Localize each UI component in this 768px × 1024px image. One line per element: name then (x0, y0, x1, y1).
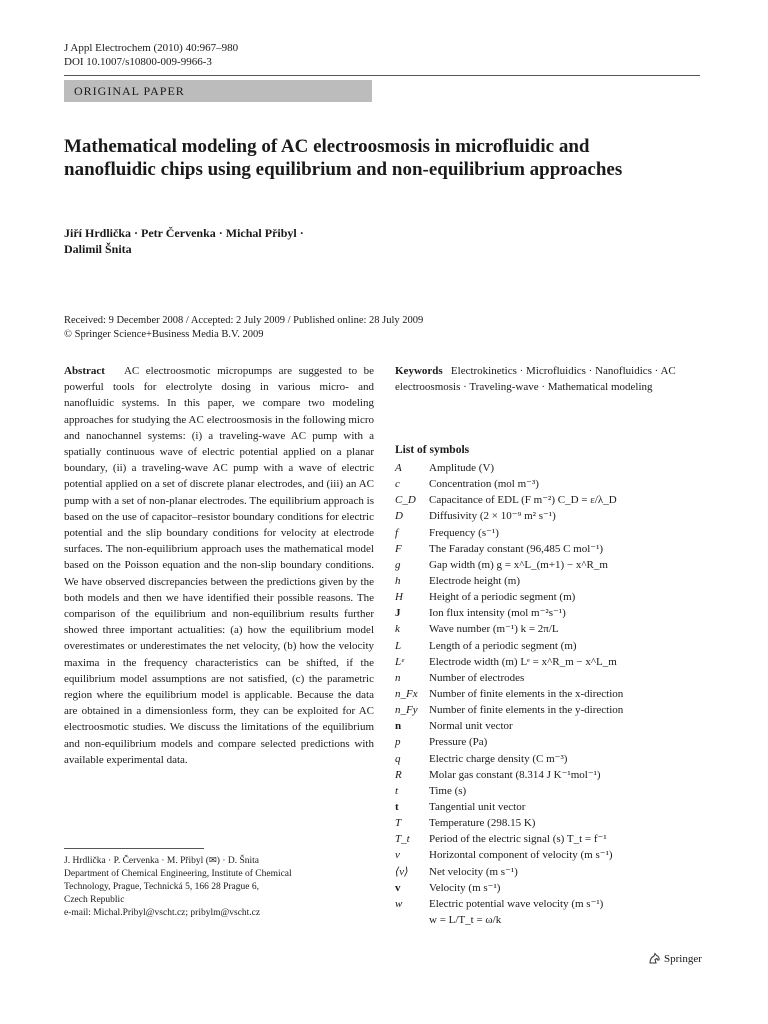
symbol-row (395, 557, 715, 573)
symbol-description: Concentration (mol m⁻³) (429, 478, 539, 491)
paper-title: Mathematical modeling of AC electroosmosis in microfluidic and nanofluidic chips using equilibrium and non-equilibrium approaches (64, 136, 623, 180)
symbol-description: Molar gas constant (8.314 J K⁻¹mol⁻¹) (429, 768, 601, 781)
symbol-row (395, 734, 715, 750)
symbol-name: n (395, 671, 401, 684)
symbol-name: h (395, 574, 401, 587)
symbol-description: Tangential unit vector (429, 800, 526, 813)
symbol-row (395, 751, 715, 767)
copyright-line: © Springer Science+Business Media B.V. 2009 (64, 329, 264, 340)
symbol-row (395, 541, 715, 557)
symbol-description: Ion flux intensity (mol m⁻²s⁻¹) (429, 607, 566, 620)
symbol-name: T (395, 817, 402, 830)
symbol-name: A (395, 462, 402, 474)
symbol-row (395, 638, 715, 654)
symbol-row (395, 718, 715, 734)
symbol-row (395, 767, 715, 783)
symbol-row (395, 831, 715, 847)
symbol-name: L (395, 639, 402, 652)
symbol-name: c (395, 478, 400, 491)
symbol-description: Period of the electric signal (s) T_t = f⁻¹ (429, 833, 607, 846)
symbol-name: p (395, 736, 401, 749)
keywords (395, 363, 705, 395)
symbol-row (395, 912, 715, 928)
journal-line: J Appl Electrochem (2010) 40:967–980 (64, 42, 239, 54)
symbol-name: C_D (395, 494, 416, 507)
symbol-row (395, 896, 715, 912)
abstract-label: Abstract (64, 365, 105, 377)
symbol-name: w (395, 897, 403, 910)
symbol-description: Normal unit vector (429, 720, 513, 733)
symbol-description: Wave number (m⁻¹) k = 2π/L (429, 623, 559, 636)
symbol-name: D (395, 510, 403, 523)
symbol-row (395, 864, 715, 880)
symbol-row (395, 605, 715, 621)
symbol-description: Electric potential wave velocity (m s⁻¹) (429, 897, 604, 910)
symbol-name: ⟨v⟩ (395, 865, 409, 878)
doi-line: DOI 10.1007/s10800-009-9966-3 (64, 56, 212, 68)
affiliation-email[interactable]: e-mail: Michal.Pribyl@vscht.cz; pribylm@vscht.cz (64, 908, 261, 918)
symbol-row (395, 799, 715, 815)
symbol-row (395, 847, 715, 863)
symbol-name: H (395, 591, 403, 604)
received-line: Received: 9 December 2008 / Accepted: 2 July 2009 / Published online: 28 July 2009 (64, 315, 424, 326)
article-type-label: ORIGINAL PAPER (64, 80, 372, 102)
symbol-row (395, 492, 715, 508)
symbol-name: T_t (395, 833, 410, 846)
affiliation-names: J. Hrdlička · P. Červenka · M. Přibyl (✉) · D. Šnita (64, 856, 260, 866)
symbol-description: Diffusivity (2 × 10⁻⁹ m² s⁻¹) (429, 510, 556, 523)
symbol-name: v (395, 881, 401, 894)
author-list (64, 225, 384, 257)
symbol-name: v (395, 849, 400, 862)
symbols-heading: List of symbols (395, 444, 470, 456)
author-line: Dalimil Šnita (64, 242, 132, 256)
keywords-label: Keywords (395, 365, 443, 377)
symbol-name: R (395, 768, 402, 781)
author-line: Jiří Hrdlička · Petr Červenka · Michal Přibyl · (64, 226, 304, 240)
symbol-description: Time (s) (429, 784, 467, 797)
symbol-description: Number of electrodes (429, 671, 525, 684)
symbol-name: J (395, 607, 401, 620)
symbol-name: n (395, 720, 402, 733)
symbol-description: Length of a periodic segment (m) (429, 639, 577, 652)
symbol-description: Frequency (s⁻¹) (429, 526, 499, 539)
symbol-row (395, 815, 715, 831)
symbol-description: Electric charge density (C m⁻³) (429, 752, 568, 765)
symbol-row (395, 508, 715, 524)
symbol-description: Gap width (m) g = x^L_(m+1) − x^R_m (429, 558, 608, 571)
footnote-rule (64, 848, 204, 849)
springer-horse-icon (648, 952, 661, 965)
symbol-description: Temperature (298.15 K) (429, 817, 536, 830)
symbol-name (395, 912, 429, 928)
symbol-description: The Faraday constant (96,485 C mol⁻¹) (429, 542, 604, 555)
symbol-description: Number of finite elements in the x-direction (429, 687, 624, 700)
symbol-description: Amplitude (V) (429, 462, 495, 474)
affiliation (64, 855, 374, 920)
symbol-name: f (395, 526, 399, 539)
symbol-row (395, 621, 715, 637)
symbol-description: Horizontal component of velocity (m s⁻¹) (429, 849, 613, 862)
publisher-mark (648, 952, 702, 965)
symbol-name: t (395, 800, 399, 813)
symbol-description: w = L/T_t = ω/k (429, 913, 502, 926)
symbol-name: k (395, 623, 400, 636)
publication-dates (64, 314, 704, 342)
symbol-name: g (395, 558, 401, 571)
symbol-name: F (395, 542, 402, 555)
keywords-text: Electrokinetics · Microfluidics · Nanofluidics · AC electroosmosis · Traveling-wave · Mathematical modeling (395, 365, 676, 394)
symbol-name: q (395, 752, 401, 765)
symbol-row (395, 702, 715, 718)
affiliation-address: Technology, Prague, Technická 5, 166 28 Prague 6, (64, 882, 259, 892)
symbol-row (395, 670, 715, 686)
symbol-description: Height of a periodic segment (m) (429, 591, 576, 604)
publisher-name: Springer (664, 952, 702, 965)
symbol-name: Lᵉ (395, 655, 405, 668)
abstract-text: AC electroosmotic micropumps are suggested to be powerful tools for electrolyte dosing in various micro- and nanofluidic systems. In this paper, we compare two modeling approaches for studying the AC electroosmosis in the following micro and nanochannel systems: (i) a traveling-wave AC pump with a spatially continuous wave of electric potential applied on a planar boundary, (ii) a traveling-wave AC pump with a wave of electric potential applied on a set of discrete planar electrodes, and (iii) an AC pump with a set of non-planar electrodes. The equilibrium approach is based on the use of capacitor–resistor boundary conditions for electric potential and the slip boundary conditions for velocity at electrode surfaces. The non-equilibrium approach uses the mathematical model based on the Poisson equation and the non-slip boundary conditions. We have observed discrepancies between the predictions given by the both models and then we have identified their possible reasons. The comparison of the equilibrium and non-equilibrium results further showed three important actualities: (a) how the equilibrium model overestimates or underestimates the net velocity, (b) how the velocity maxima in the frequency characteristics can be shifted, if the equilibrium model assumptions are not satisfied, (c) the parametric region where the equilibrium model is applicable. Because the data are obtained in a dimensionless form, they can be exploited for AC electroosmotic studies. We discuss the limitations of the equilibrium and non-equilibrium models and compare selected predictions with available experimental data. (64, 365, 374, 766)
symbol-row (395, 460, 715, 476)
affiliation-country: Czech Republic (64, 895, 125, 905)
symbol-name: n_Fx (395, 687, 418, 700)
header-rule (64, 75, 700, 76)
symbol-row (395, 880, 715, 896)
symbol-row (395, 589, 715, 605)
journal-citation (64, 41, 238, 69)
symbol-description: Electrode width (m) Lᵉ = x^R_m − x^L_m (429, 655, 617, 668)
symbol-name: t (395, 784, 399, 797)
symbol-row (395, 525, 715, 541)
symbol-description: Electrode height (m) (429, 574, 521, 587)
symbol-row (395, 686, 715, 702)
abstract (64, 363, 374, 768)
symbol-description: Velocity (m s⁻¹) (429, 881, 501, 894)
symbol-name: n_Fy (395, 704, 418, 717)
symbol-description: Pressure (Pa) (429, 736, 488, 749)
symbol-row (395, 783, 715, 799)
symbol-row (395, 476, 715, 492)
symbol-description: Number of finite elements in the y-direction (429, 704, 624, 717)
affiliation-department: Department of Chemical Engineering, Institute of Chemical (64, 869, 292, 879)
symbols-list (395, 460, 715, 928)
symbol-description: Capacitance of EDL (F m⁻²) C_D = ε/λ_D (429, 494, 617, 507)
symbol-row (395, 573, 715, 589)
symbol-description: Net velocity (m s⁻¹) (429, 865, 518, 878)
symbol-row (395, 654, 715, 670)
